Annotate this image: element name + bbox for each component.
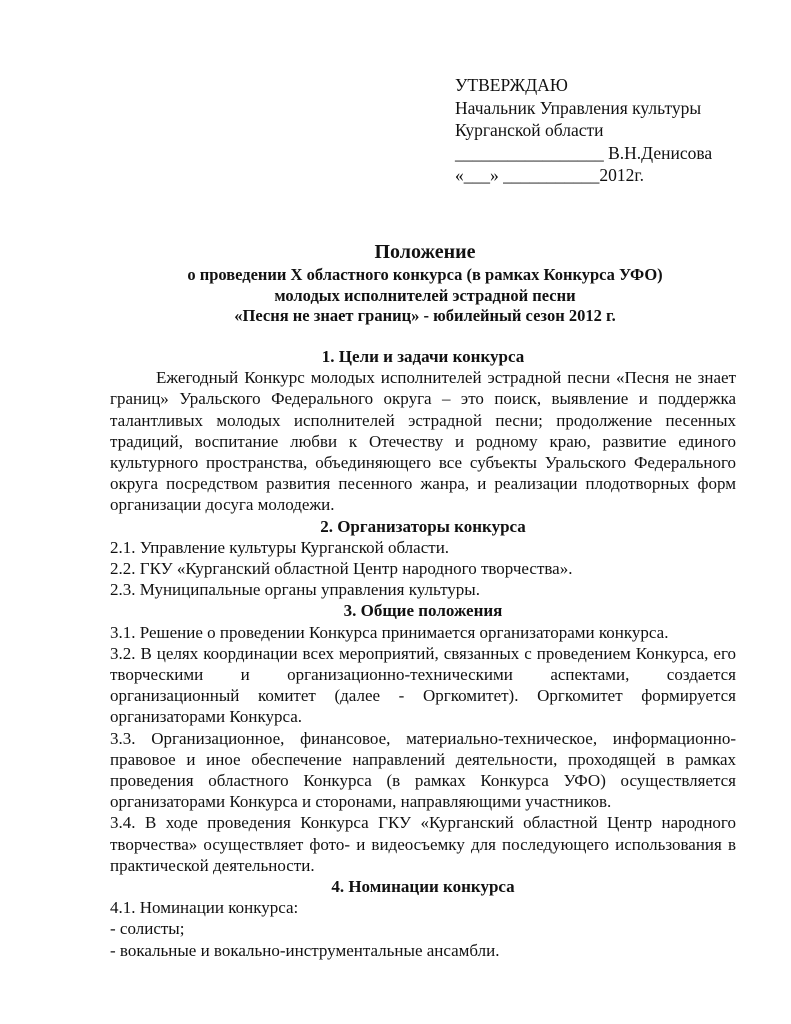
subtitle-line-1: о проведении X областного конкурса (в рамках Конкурса УФО) — [187, 265, 663, 284]
section-1-text: Ежегодный Конкурс молодых исполнителей эстрадной песни «Песня не знает границ» Уральского Федерального округа – это поиск, выявление и поддержка талантливых молодых исполнителей эстрадной песни; продолжение песенных традиций, воспитание любви к Отечеству и родному краю, развитие единого культурного пространства, объединяющего все субъекты Уральского Федерального округа посредством развития песенного жанра, и реализации плодотворных форм организации досуга молодежи. — [110, 368, 736, 515]
section-3-heading: 3. Общие положения — [343, 601, 503, 621]
approval-block — [455, 74, 775, 187]
section-4-item-1: 4.1. Номинации конкурса: — [110, 898, 299, 918]
document-title: Положение — [374, 241, 476, 263]
section-4-heading: 4. Номинации конкурса — [331, 877, 515, 897]
section-2-item-1: 2.1. Управление культуры Курганской области. — [110, 537, 450, 557]
date-line: «___» ___________2012г. — [455, 165, 644, 185]
subtitle-line-2: молодых исполнителей эстрадной песни — [274, 285, 576, 305]
section-3-item-3: 3.3. Организационное, финансовое, материально-техническое, информационно-правовое и иное обеспечение направлений деятельности, проходящей в рамках проведения областного Конкурса (в рамках Конкурса УФО) осуществляется организаторами Конкурса и сторонами, направляющими участников. — [110, 728, 736, 812]
section-1-heading: 1. Цели и задачи конкурса — [321, 347, 525, 366]
section-2-heading: 2. Организаторы конкурса — [320, 516, 526, 536]
section-3-item-2: 3.2. В целях координации всех мероприятий, связанных с проведением Конкурса, его творческими и организационно-техническими аспектами, создается организационный комитет (далее - Оргкомитет). Оргкомитет формируется организаторами Конкурса. — [110, 643, 736, 727]
document-body — [110, 346, 736, 961]
approval-heading: УТВЕРЖДАЮ — [455, 75, 568, 95]
section-4-item-2: - солисты; — [110, 919, 185, 939]
document-subtitle — [100, 265, 750, 327]
section-4-item-3: - вокальные и вокально-инструментальные ансамбли. — [110, 940, 500, 960]
approver-region: Курганской области — [455, 120, 604, 140]
signature-line: _________________ В.Н.Денисова — [455, 142, 713, 163]
section-2-item-2: 2.2. ГКУ «Курганский областной Центр народного творчества». — [110, 559, 573, 579]
section-3-item-1: 3.1. Решение о проведении Конкурса принимается организаторами конкурса. — [110, 622, 669, 642]
section-2-item-3: 2.3. Муниципальные органы управления культуры. — [110, 580, 480, 600]
approver-position: Начальник Управления культуры — [455, 97, 702, 118]
section-3-item-4: 3.4. В ходе проведения Конкурса ГКУ «Курганский областной Центр народного творчества» осуществляет фото- и видеосъемку для последующего использования в практической деятельности. — [110, 813, 736, 875]
subtitle-line-3: «Песня не знает границ» - юбилейный сезон 2012 г. — [234, 306, 616, 325]
